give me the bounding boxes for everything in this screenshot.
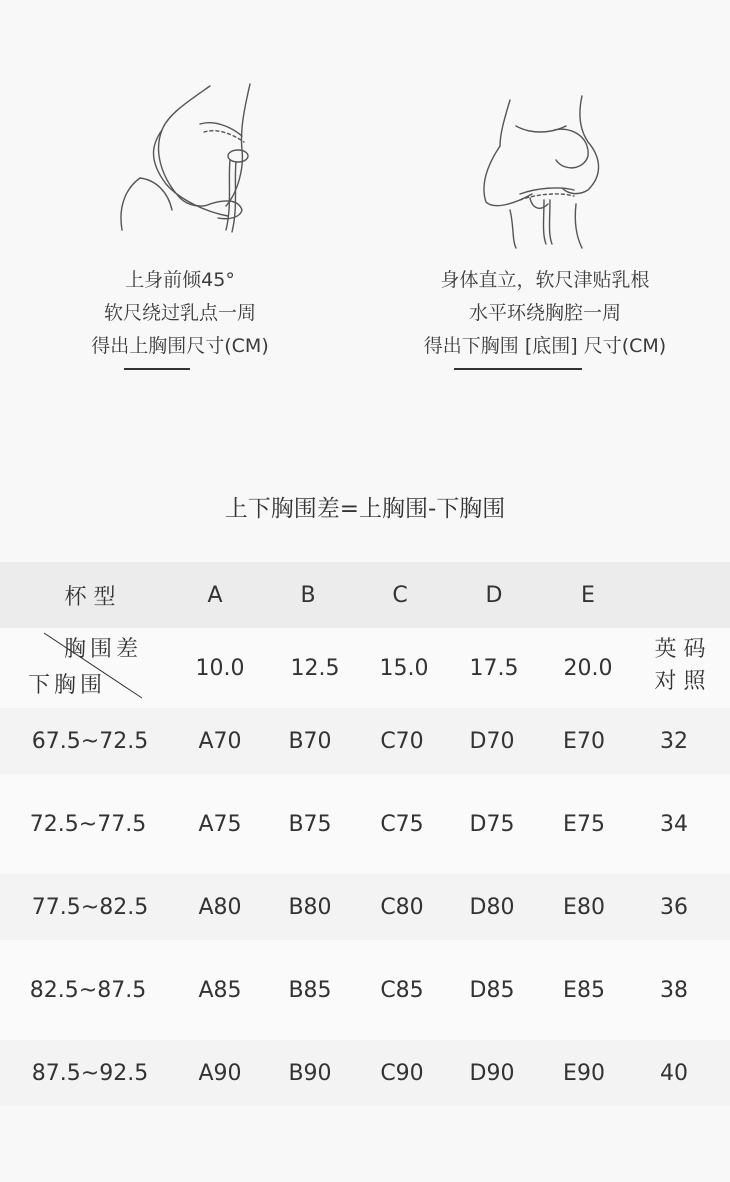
size-cell: E75 (563, 811, 605, 837)
size-cell: D75 (469, 811, 515, 837)
size-cell: D80 (469, 894, 515, 920)
table-header-row (0, 562, 730, 628)
diag-header-top: 胸围差 (64, 637, 143, 662)
bust-difference-formula: 上下胸围差=上胸围-下胸围 (224, 496, 506, 522)
bust-diff-value: 10.0 (195, 655, 245, 681)
size-cell: A90 (198, 1060, 242, 1086)
uk-size-cell: 32 (660, 728, 688, 754)
bust-difference-row (0, 628, 730, 708)
size-cell: C75 (380, 811, 424, 837)
cup-header: D (485, 582, 503, 608)
upper-bust-instructions (70, 264, 290, 363)
under-bust-illustration (470, 90, 620, 250)
under-bust-underline (454, 368, 582, 370)
instruction-line: 软尺绕过乳点一周 (103, 302, 256, 324)
cup-header: B (300, 582, 316, 608)
table-row (0, 940, 730, 1040)
table-row (0, 1040, 730, 1106)
bust-diff-value: 15.0 (379, 655, 429, 681)
uk-size-header (640, 634, 720, 698)
size-cell: A70 (198, 728, 242, 754)
under-bust-range: 87.5~92.5 (31, 1060, 149, 1086)
size-cell: E90 (563, 1060, 605, 1086)
bust-diff-value: 17.5 (469, 655, 519, 681)
under-bust-range: 67.5~72.5 (31, 728, 149, 754)
bust-diff-value: 12.5 (290, 655, 340, 681)
size-cell: A80 (198, 894, 242, 920)
uk-size-cell: 36 (660, 894, 688, 920)
uk-label-line: 英 码 (654, 637, 706, 662)
size-cell: D70 (469, 728, 515, 754)
size-cell: E80 (563, 894, 605, 920)
cup-header: A (207, 582, 223, 608)
size-cell: B80 (288, 894, 332, 920)
instruction-line: 水平环绕胸腔一周 (468, 302, 621, 324)
under-bust-range: 72.5~77.5 (29, 811, 147, 837)
size-cell: B90 (288, 1060, 332, 1086)
instruction-line: 身体直立，软尺津贴乳根 (440, 269, 650, 291)
size-cell: B85 (288, 977, 332, 1003)
uk-label-line: 对 照 (654, 669, 706, 694)
uk-size-cell: 34 (660, 811, 688, 837)
size-cell: A85 (198, 977, 242, 1003)
under-bust-range: 77.5~82.5 (31, 894, 149, 920)
size-cell: C70 (380, 728, 424, 754)
instruction-line: 得出下胸围 [底围] 尺寸(CM) (423, 335, 667, 357)
size-cell: A75 (198, 811, 242, 837)
size-cell: B75 (288, 811, 332, 837)
size-cell: D90 (469, 1060, 515, 1086)
size-cell: E85 (563, 977, 605, 1003)
table-row (0, 708, 730, 774)
instruction-line: 得出上胸围尺寸(CM) (91, 335, 269, 357)
upper-bust-illustration (110, 80, 270, 240)
cup-type-header: 杯 型 (64, 584, 116, 610)
uk-size-cell: 38 (660, 977, 688, 1003)
cup-header: C (392, 582, 408, 608)
instruction-line: 上身前倾45° (125, 269, 235, 291)
size-cell: D85 (469, 977, 515, 1003)
upper-bust-underline (124, 368, 190, 370)
under-bust-range: 82.5~87.5 (29, 977, 147, 1003)
table-row (0, 774, 730, 874)
size-cell: B70 (288, 728, 332, 754)
diag-header-bottom: 下胸围 (28, 673, 107, 698)
uk-size-cell: 40 (660, 1060, 688, 1086)
cup-header: E (581, 582, 595, 608)
size-cell: C80 (380, 894, 424, 920)
size-cell: C85 (380, 977, 424, 1003)
bust-diff-value: 20.0 (563, 655, 613, 681)
under-bust-instructions (400, 264, 690, 363)
size-cell: E70 (563, 728, 605, 754)
diagonal-header-cell (0, 628, 160, 708)
size-cell: C90 (380, 1060, 424, 1086)
table-row (0, 874, 730, 940)
